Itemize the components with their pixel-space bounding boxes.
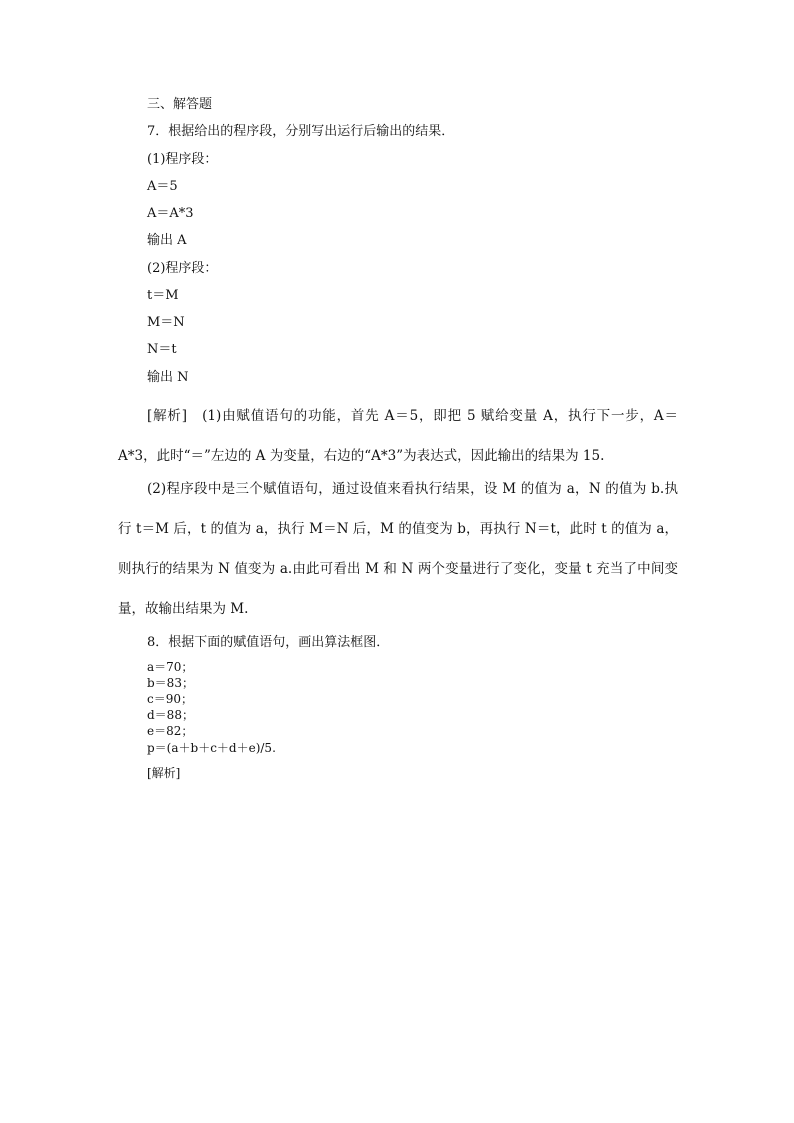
- q7-solution: [118, 396, 678, 476]
- q7-part1-code-line: 输出 A: [147, 233, 187, 248]
- q7-solution-part1: [解析] (1)由赋值语句的功能，首先 A＝5，即把 5 赋给变量 A，执行下一步，A＝A*3，此时“＝”左边的 A 为变量，右边的“A*3”为表达式，因此输出的结果为 15.: [118, 408, 678, 464]
- q8-code-line: c＝90；: [147, 692, 193, 706]
- q7-part1-code-line: A＝A*3: [147, 206, 194, 221]
- q7-part1-label: (1)程序段：: [147, 152, 218, 167]
- q8-code-line: b＝83；: [147, 676, 194, 690]
- q8-code-line: p＝(a＋b＋c＋d＋e)/5.: [147, 741, 276, 755]
- section-heading: 三、解答题: [147, 97, 213, 112]
- q7-part2-label: (2)程序段：: [147, 261, 218, 276]
- q7-part2-code-line: M＝N: [147, 315, 185, 330]
- q8-code-line: e＝82；: [147, 724, 194, 738]
- q7-part2-code-line: N＝t: [147, 342, 177, 357]
- q7-solution-part2: (2)程序段中是三个赋值语句，通过设值来看执行结果，设 M 的值为 a，N 的值为 b.执行 t＝M 后，t 的值为 a，执行 M＝N 后，M 的值变为 b，再执行 N＝t，此时 t 的值为 a，则执行的结果为 N 值变为 a.由此可看出 M 和 N 两个变量进行了变化，变量 t 充当了中间变量，故输出结果为 M.: [118, 481, 678, 617]
- question-7-stem: 7．根据给出的程序段，分别写出运行后输出的结果．: [147, 124, 455, 139]
- q8-code-line: a＝70；: [147, 660, 194, 674]
- q8-code-line: d＝88；: [147, 708, 194, 722]
- q7-part2-code-line: 输出 N: [147, 370, 189, 385]
- question-8-stem: 8．根据下面的赋值语句，画出算法框图．: [147, 635, 390, 650]
- q7-solution-continued: [118, 469, 678, 629]
- q7-part2-code-line: t＝M: [147, 288, 179, 303]
- q7-part1-code-line: A＝5: [147, 179, 178, 194]
- q8-solution-label: [解析]: [147, 766, 181, 780]
